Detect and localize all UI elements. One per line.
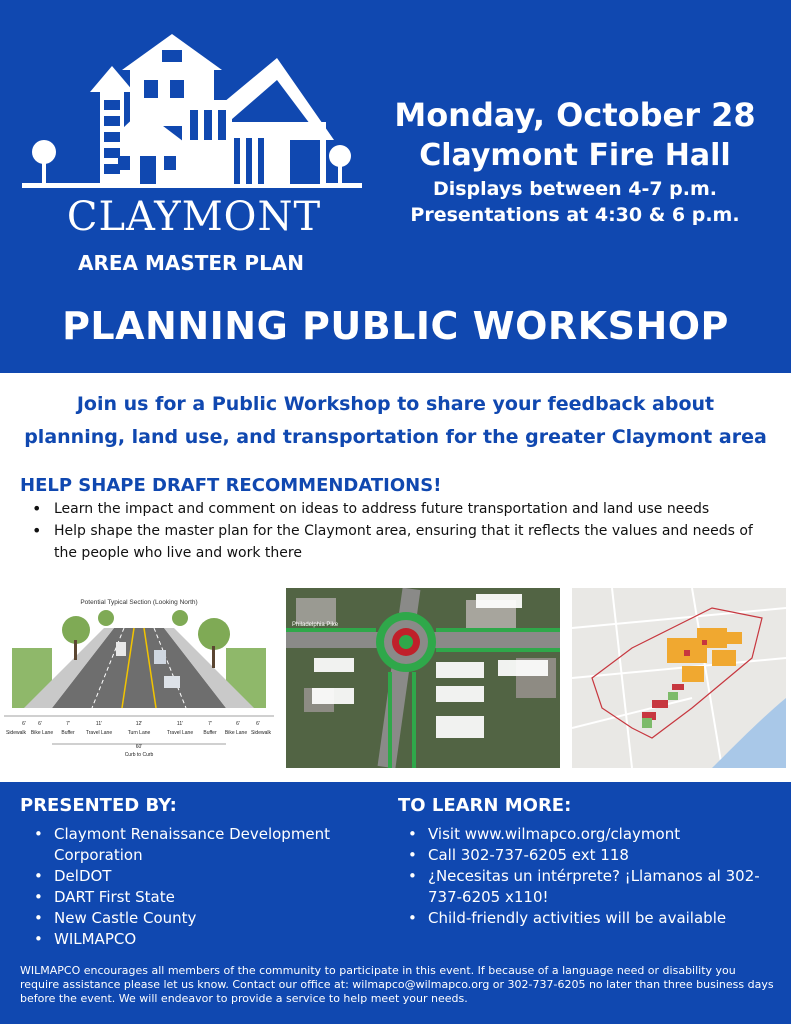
learn-more-heading: TO LEARN MORE: xyxy=(398,795,572,816)
intro-line-2: planning, land use, and transportation for the greater Claymont area xyxy=(24,426,767,448)
learn-more-item: • Visit www.wilmapco.org/claymont xyxy=(406,824,766,845)
dim-label: Travel Lane xyxy=(85,730,113,736)
dim-value: 6' xyxy=(22,721,26,727)
dim-value: 11' xyxy=(176,721,184,727)
presenters-list xyxy=(32,824,372,950)
learn-more-item: • Call 302-737-6205 ext 118 xyxy=(406,845,766,866)
logo-subtitle: AREA MASTER PLAN xyxy=(77,251,305,275)
event-date: Monday, October 28 xyxy=(394,96,756,134)
dim-value: 11' xyxy=(95,721,103,727)
dim-value: 6' xyxy=(256,721,260,727)
help-item: • Learn the impact and comment on ideas to address future transportation and land use needs xyxy=(32,498,762,520)
dim-label: Sidewalk xyxy=(5,730,27,736)
dim-label: Travel Lane xyxy=(166,730,194,736)
intro-line-1: Join us for a Public Workshop to share your feedback about xyxy=(76,393,715,415)
intro-text xyxy=(0,388,791,454)
help-item: • Help shape the master plan for the Claymont area, ensuring that it reflects the values and needs of the people who live and work there xyxy=(32,520,762,564)
dim-label: Turn Lane xyxy=(127,730,151,736)
dim-label: Buffer xyxy=(61,730,75,736)
event-info xyxy=(380,94,770,228)
presenter-item: • WILMAPCO xyxy=(32,929,372,950)
curb-label: Curb to Curb xyxy=(124,752,154,758)
presenter-item: • DelDOT xyxy=(32,866,372,887)
study-area-map-image xyxy=(572,588,786,768)
curb-width: 60' xyxy=(135,744,143,750)
dim-label: Bike Lane xyxy=(30,730,54,736)
dim-label: Bike Lane xyxy=(224,730,248,736)
dim-value: 12' xyxy=(135,721,143,727)
learn-more-item: • Child-friendly activities will be available xyxy=(406,908,766,929)
road-label: Philadelphia Pike xyxy=(292,622,339,628)
presented-heading: PRESENTED BY: xyxy=(20,795,177,816)
page-title: PLANNING PUBLIC WORKSHOP xyxy=(62,304,729,348)
dim-value: 6' xyxy=(236,721,240,727)
illustrations-row xyxy=(0,588,791,770)
help-heading: HELP SHAPE DRAFT RECOMMENDATIONS! xyxy=(20,475,442,496)
event-presentations: Presentations at 4:30 & 6 p.m. xyxy=(410,204,740,226)
event-venue: Claymont Fire Hall xyxy=(419,138,731,173)
accessibility-note: WILMAPCO encourages all members of the community to participate in this event. If because of a language need or disability you require assistance please let us know. Contact our office at: wilmapco@wilmapco.org or 302-737-6205 no later than three business days before the event. We will endeavor to provide a service to help meet your needs. xyxy=(20,964,774,1005)
dim-label: Buffer xyxy=(203,730,217,736)
section-title: Potential Typical Section (Looking North) xyxy=(80,599,198,606)
claymont-logo xyxy=(22,30,362,195)
event-displays: Displays between 4-7 p.m. xyxy=(432,178,718,200)
dim-value: 7' xyxy=(66,721,70,727)
roundabout-aerial-image xyxy=(286,588,560,768)
presenter-item: • New Castle County xyxy=(32,908,372,929)
help-list xyxy=(32,498,762,564)
dim-value: 6' xyxy=(38,721,42,727)
learn-more-list xyxy=(406,824,766,929)
dim-label: Sidewalk xyxy=(250,730,272,736)
learn-more-item: • ¿Necesitas un intérprete? ¡Llamanos al 302-737-6205 x110! xyxy=(406,866,766,908)
presenter-item: • DART First State xyxy=(32,887,372,908)
logo-wordmark: CLAYMONT xyxy=(66,194,322,240)
dim-value: 7' xyxy=(208,721,212,727)
presenter-item: • Claymont Renaissance Development Corporation xyxy=(32,824,372,866)
street-section-image xyxy=(4,588,274,768)
